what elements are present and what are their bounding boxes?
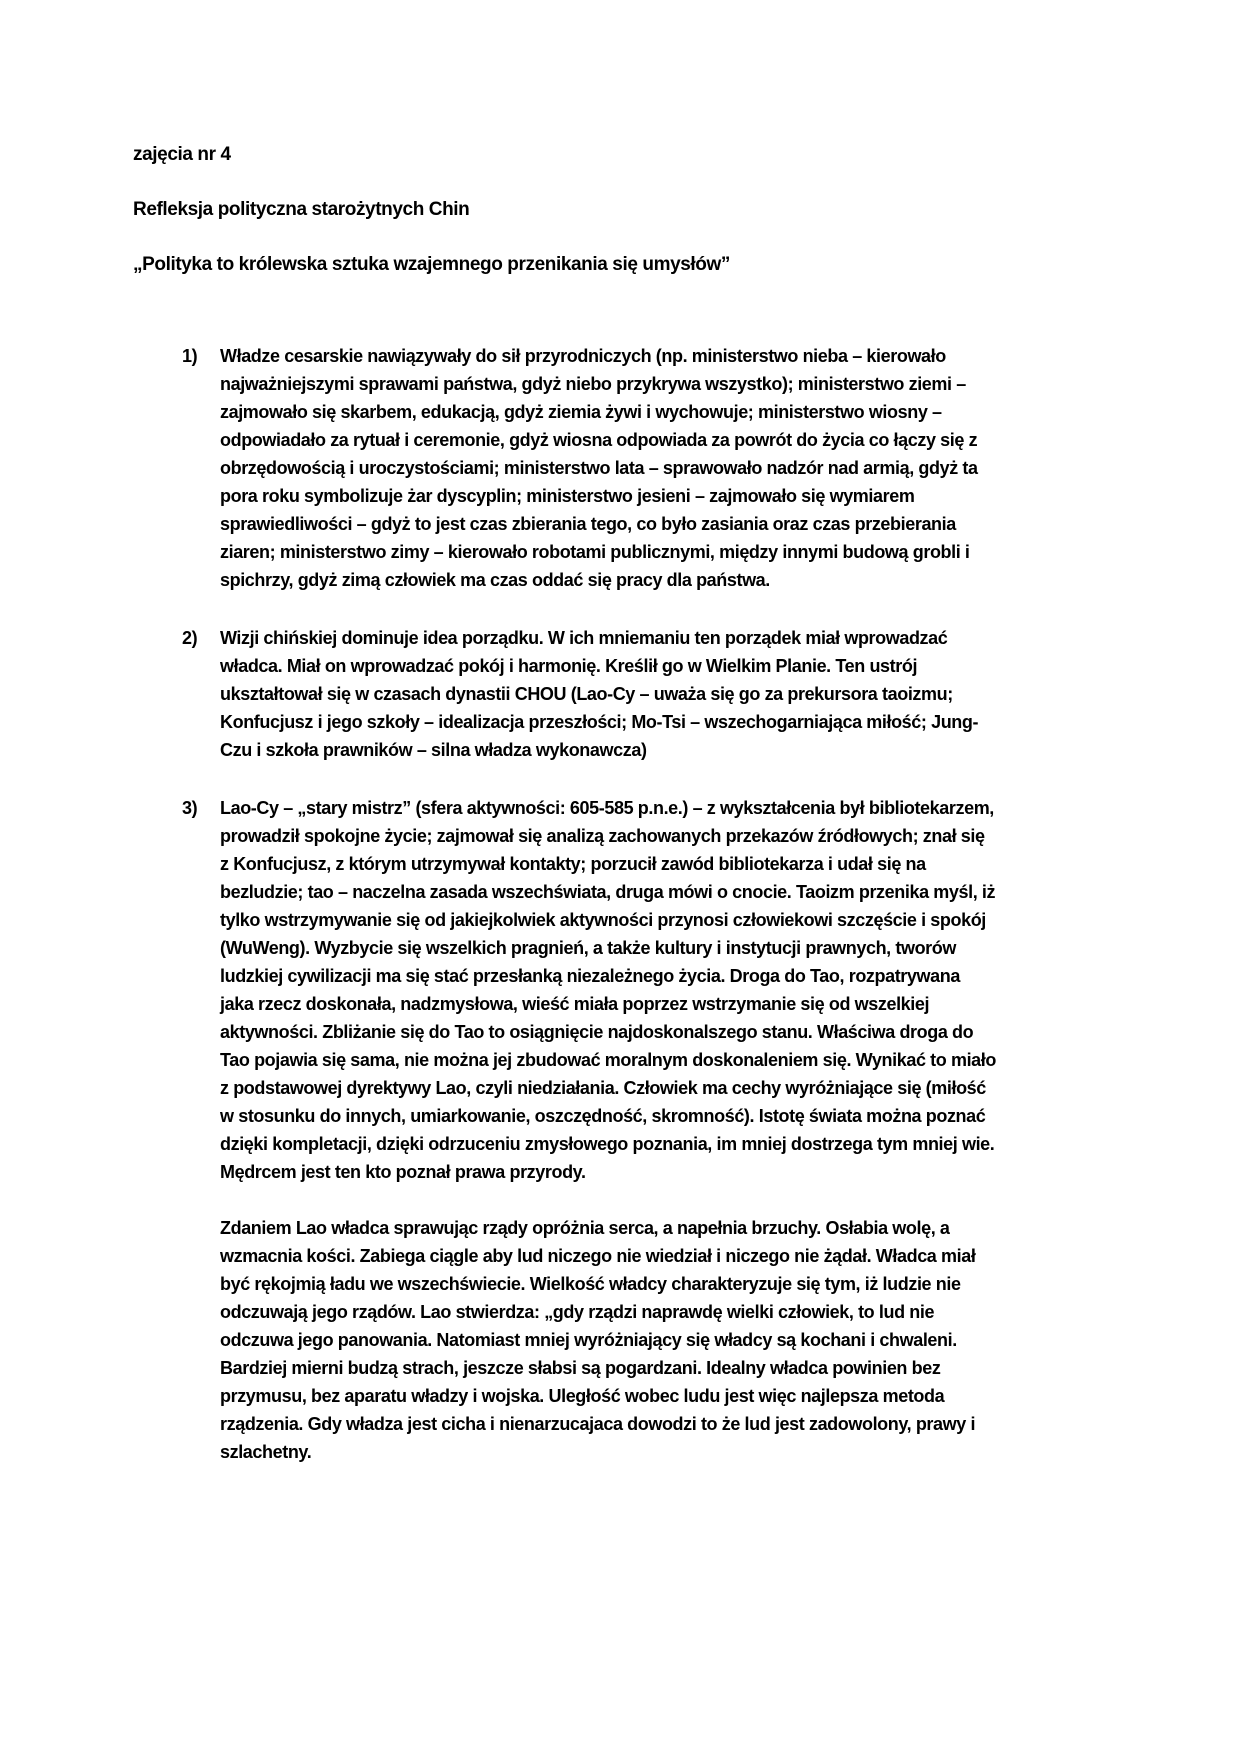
list-item-body [220, 624, 996, 764]
document-subtitle: Refleksja polityczna starożytnych Chin [133, 199, 470, 220]
list-item [133, 794, 998, 1466]
list-item-number: 2) [182, 628, 198, 648]
numbered-list [133, 342, 998, 1466]
list-item-number: 3) [182, 798, 198, 818]
list-item-body [220, 794, 996, 1466]
list-item-paragraph: Wizji chińskiej dominuje idea porządku. W ich mniemaniu ten porządek miał wprowadzać władca. Miał on wprowadzać pokój i harmonię. Kreślił go w Wielkim Planie. Ten ustrój ukształtował się w czasach dynastii CHOU (Lao-Cy – uważa się go za prekursora taoizmu; Konfucjusz i jego szkoły – idealizacja przeszłości; Mo-Tsi – wszechogarniająca miłość; Jung-Czu i szkoła prawników – silna władza wykonawcza) [220, 628, 979, 760]
quote-line: „Polityka to królewska sztuka wzajemnego przenikania się umysłów” [133, 254, 730, 275]
page-title: zajęcia nr 4 [133, 144, 231, 165]
list-item [133, 342, 998, 594]
document-content [133, 141, 998, 1496]
list-item-number: 1) [182, 346, 198, 366]
list-item-paragraph: Lao-Cy – „stary mistrz” (sfera aktywności: 605-585 p.n.e.) – z wykształcenia był bibliotekarzem, prowadził spokojne życie; zajmował się analizą zachowanych przekazów źródłowych; znał się z Konfucjusz, z którym utrzymywał kontakty; porzucił zawód bibliotekarza i udał się na bezludzie; tao – naczelna zasada wszechświata, druga mówi o cnocie. Taoizm przenika myśl, iż tylko wstrzymywanie się od jakiejkolwiek aktywności przynosi człowiekowi szczęście i spokój (WuWeng). Wyzbycie się wszelkich pragnień, a także kultury i instytucji prawnych, tworów ludzkiej cywilizacji ma się stać przesłanką niezależnego życia. Droga do Tao, rozpatrywana jaka rzecz doskonała, nadzmysłowa, wieść miała poprzez wstrzymanie się od wszelkiej aktywności. Zbliżanie się do Tao to osiągnięcie najdoskonalszego stanu. Właściwa droga do Tao pojawia się sama, nie można jej zbudować moralnym doskonaleniem się. Wynikać to miało z podstawowej dyrektywy Lao, czyli niedziałania. Człowiek ma cechy wyróżniające się (miłość w stosunku do innych, umiarkowanie, oszczędność, skromność). Istotę świata można poznać dzięki kompletacji, dzięki odrzuceniu zmysłowego poznania, im mniej dostrzega tym mniej wie. Mędrcem jest ten kto poznał prawa przyrody. [220, 798, 996, 1182]
list-item-paragraph: Władze cesarskie nawiązywały do sił przyrodniczych (np. ministerstwo nieba – kierowało najważniejszymi sprawami państwa, gdyż niebo przykrywa wszystko); ministerstwo ziemi – zajmowało się skarbem, edukacją, gdyż ziemia żywi i wychowuje; ministerstwo wiosny – odpowiadało za rytuał i ceremonie, gdyż wiosna odpowiada za powrót do życia co łączy się z obrzędowością i uroczystościami; ministerstwo lata – sprawowało nadzór nad armią, gdyż ta pora roku symbolizuje żar dyscyplin; ministerstwo jesieni – zajmowało się wymiarem sprawiedliwości – gdyż to jest czas zbierania tego, co było zasiania oraz czas przebierania ziaren; ministerstwo zimy – kierowało robotami publicznymi, między innymi budową grobli i spichrzy, gdyż zimą człowiek ma czas oddać się pracy dla państwa. [220, 346, 978, 590]
list-item-paragraph: Zdaniem Lao władca sprawując rządy opróżnia serca, a napełnia brzuchy. Osłabia wolę, a wzmacnia kości. Zabiega ciągle aby lud niczego nie wiedział i niczego nie żądał. Władca miał być rękojmią ładu we wszechświecie. Wielkość władcy charakteryzuje się tym, iż ludzie nie odczuwają jego rządów. Lao stwierdza: „gdy rządzi naprawdę wielki człowiek, to lud nie odczuwa jego panowania. Natomiast mniej wyróżniający się władcy są kochani i chwaleni. Bardziej mierni budzą strach, jeszcze słabsi są pogardzani. Idealny władca powinien bez przymusu, bez aparatu władzy i wojska. Uległość wobec ludu jest więc najlepsza metoda rządzenia. Gdy władza jest cicha i nienarzucajaca dowodzi to że lud jest zadowolony, prawy i szlachetny. [220, 1218, 976, 1462]
list-item-body [220, 342, 996, 594]
list-item [133, 624, 998, 764]
